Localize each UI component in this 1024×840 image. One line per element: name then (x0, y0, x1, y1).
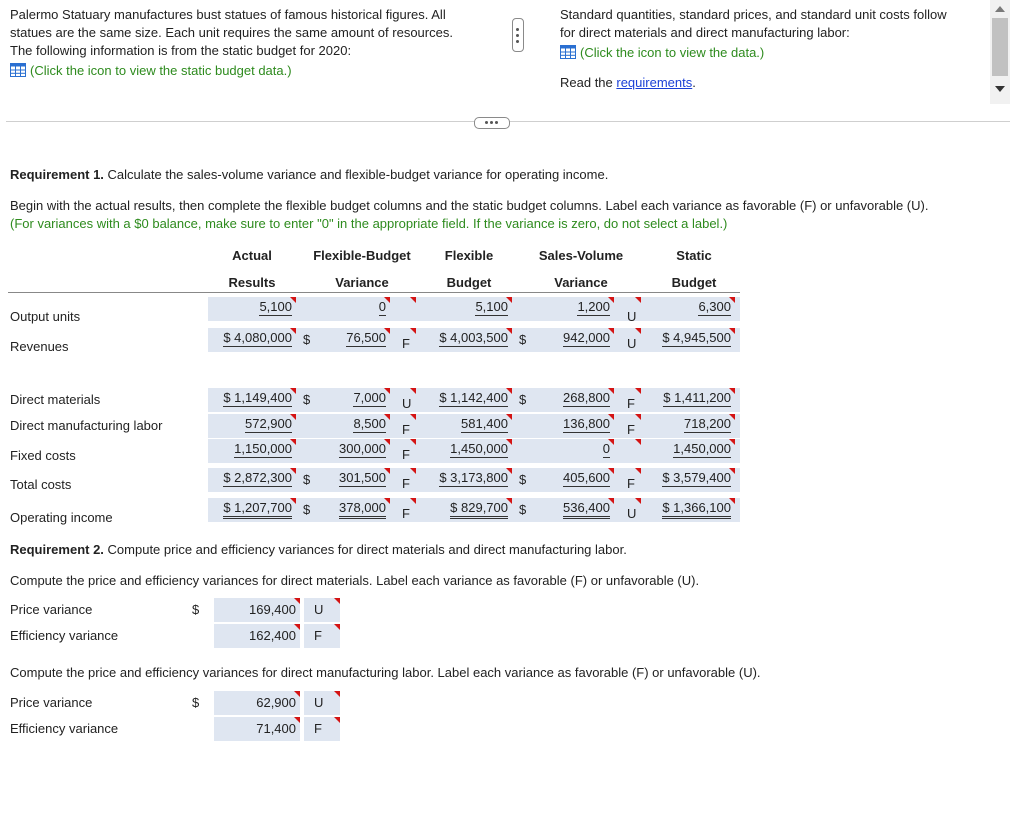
sv-fu-select[interactable] (623, 388, 641, 412)
marker (635, 328, 641, 334)
fu-label: U (627, 506, 637, 521)
req1-title-bold: Requirement 1. (10, 167, 104, 182)
row-label[interactable]: Fixed costs (10, 448, 76, 463)
variance-value: 62,900 (256, 695, 296, 710)
marker (410, 328, 416, 334)
header-sb-2: Budget (671, 275, 717, 290)
fbv-fu-select[interactable] (398, 498, 416, 522)
fb-input[interactable] (430, 297, 512, 319)
fb-input[interactable] (430, 414, 512, 436)
header-actual-2: Results (228, 275, 276, 290)
read-prefix: Read the (560, 75, 617, 90)
marker (410, 297, 416, 303)
cell-value: 405,600 (563, 470, 610, 485)
header-actual-1: Actual (232, 248, 272, 263)
actual-input[interactable] (208, 468, 296, 490)
dollar-sign: $ (192, 602, 200, 617)
fu-select[interactable] (304, 691, 340, 715)
req1-title (10, 167, 608, 182)
marker (410, 388, 416, 394)
fbv-input[interactable] (318, 388, 390, 410)
variance-label: Efficiency variance (10, 628, 119, 643)
header-fbv-2: Variance (335, 275, 389, 290)
actual-input[interactable] (208, 414, 296, 436)
cell-value: $ 4,945,500 (662, 330, 731, 345)
sv-fu-select[interactable] (623, 439, 641, 463)
sv-fu-select[interactable] (623, 468, 641, 492)
fbv-input[interactable] (318, 414, 390, 436)
sv-fu-select[interactable] (623, 498, 641, 522)
dollar-sign: $ (303, 392, 311, 407)
read-suffix: . (692, 75, 696, 90)
req1-instruction-note: (For variances with a $0 balance, make sure to enter "0" in the appropriate field. If the variance is zero, do not select a label.) (10, 216, 728, 231)
fu-label: F (627, 476, 635, 491)
cell-value: 1,450,000 (673, 441, 731, 456)
variance-label: Efficiency variance (10, 721, 119, 736)
fu-label: F (314, 628, 322, 643)
requirements-link[interactable]: requirements (616, 75, 693, 90)
cell-value: 572,900 (245, 416, 292, 431)
cell-value: $ 1,207,700 (223, 500, 292, 519)
cell-value: $ 1,366,100 (662, 500, 731, 519)
dollar-sign: $ (519, 502, 527, 517)
intro-right (560, 6, 947, 92)
scrollbar[interactable] (990, 0, 1010, 104)
dollar-sign: $ (519, 332, 527, 347)
cell-value: 0 (378, 299, 386, 314)
cell-value: $ 1,411,200 (663, 390, 731, 405)
variance-value: 162,400 (249, 628, 296, 643)
fu-select[interactable] (304, 598, 340, 622)
intro-text-line-3: The following information is from the static budget for 2020: (10, 43, 352, 58)
fu-label: U (402, 396, 412, 411)
req1-title-text: Calculate the sales-volume variance and flexible-budget variance for operating income. (103, 167, 609, 182)
dollar-sign: $ (303, 332, 311, 347)
fu-label: F (402, 447, 410, 462)
marker (635, 498, 641, 504)
cell-value: $ 1,149,400 (223, 390, 292, 405)
cell-value: 268,800 (563, 390, 610, 405)
cell-value: $ 829,700 (450, 500, 508, 519)
marker (635, 414, 641, 420)
fu-select[interactable] (304, 624, 340, 648)
req1-instruction: Begin with the actual results, then complete the flexible budget columns and the static budget columns. Label each variance as favorable (F) or unfavorable (U). (10, 198, 929, 213)
variance-value: 169,400 (249, 602, 296, 617)
fbv-fu-select[interactable] (398, 414, 416, 438)
header-fbv-1: Flexible-Budget (313, 248, 411, 263)
sv-input[interactable] (548, 388, 614, 410)
cell-value: 1,450,000 (450, 441, 508, 456)
actual-input[interactable] (208, 498, 296, 520)
cell-value: 5,100 (475, 299, 508, 314)
actual-input[interactable] (208, 439, 296, 461)
fu-label: F (627, 422, 635, 437)
scroll-down-icon[interactable] (995, 86, 1005, 92)
header-fb-1: Flexible (444, 248, 494, 263)
marker (635, 439, 641, 445)
variance-input[interactable] (214, 691, 300, 715)
marker (410, 468, 416, 474)
sv-input[interactable] (548, 414, 614, 436)
variance-input[interactable] (214, 624, 300, 648)
dl-instruction: Compute the price and efficiency variances for direct manufacturing labor. Label each variance as favorable (F) or unfavorable (U). (10, 665, 761, 680)
sb-input[interactable] (653, 414, 735, 436)
read-requirements (560, 74, 947, 92)
cell-value: 1,200 (577, 299, 610, 314)
cell-value: 5,100 (259, 299, 292, 314)
sv-input[interactable] (548, 439, 614, 461)
variance-value: 71,400 (256, 721, 296, 736)
horizontal-splitter-handle[interactable] (474, 117, 510, 129)
sv-fu-select[interactable] (623, 328, 641, 352)
row-label[interactable]: Output units (10, 309, 81, 324)
dollar-sign: $ (192, 695, 200, 710)
req2-title-bold: Requirement 2. (10, 542, 104, 557)
fbv-fu-select[interactable] (398, 439, 416, 463)
intro-text-line-2: statues are the same size. Each unit requires the same amount of resources. (10, 25, 453, 40)
dm-instruction: Compute the price and efficiency variances for direct materials. Label each variance as favorable (F) or unfavorable (U). (10, 573, 700, 588)
fu-label: F (627, 396, 635, 411)
cell-value: 0 (602, 441, 610, 456)
fu-label: U (627, 309, 637, 324)
vertical-splitter-handle[interactable] (512, 18, 524, 52)
standards-data-link[interactable] (560, 44, 947, 62)
cell-value: 300,000 (339, 441, 386, 456)
intro-right-line-1: Standard quantities, standard prices, and standard unit costs follow (560, 7, 947, 22)
marker (635, 297, 641, 303)
sb-input[interactable] (653, 498, 735, 520)
fu-label: F (402, 506, 410, 521)
variance-label: Price variance (10, 602, 93, 617)
fbv-fu-select[interactable] (398, 468, 416, 492)
marker (635, 468, 641, 474)
header-fb-2: Budget (446, 275, 492, 290)
intro-right-line-2: for direct materials and direct manufacturing labor: (560, 25, 850, 40)
cell-value: 378,000 (339, 500, 386, 519)
cell-value: 76,500 (346, 330, 386, 345)
intro-left (10, 6, 453, 80)
actual-input[interactable] (208, 388, 296, 410)
variance-input[interactable] (214, 598, 300, 622)
cell-value: $ 4,080,000 (223, 330, 292, 345)
req2-title-text: Compute price and efficiency variances for direct materials and direct manufacturing labor. (103, 542, 627, 557)
table-icon[interactable] (10, 63, 26, 77)
fbv-input[interactable] (318, 498, 390, 520)
sb-input[interactable] (653, 328, 735, 350)
fbv-input[interactable] (318, 468, 390, 490)
fb-input[interactable] (430, 498, 512, 520)
dollar-sign: $ (303, 472, 311, 487)
actual-input[interactable] (208, 297, 296, 319)
cell-value: 8,500 (353, 416, 386, 431)
req2-title (10, 542, 627, 557)
marker (635, 388, 641, 394)
cell-value: $ 1,142,400 (439, 390, 508, 405)
cell-value: 536,400 (563, 500, 610, 519)
fb-input[interactable] (430, 468, 512, 490)
scroll-thumb[interactable] (992, 18, 1008, 76)
cell-value: 1,150,000 (234, 441, 292, 456)
sv-input[interactable] (548, 468, 614, 490)
scroll-up-icon[interactable] (995, 6, 1005, 12)
sb-input[interactable] (653, 439, 735, 461)
intro-text-line-1: Palermo Statuary manufactures bust statues of famous historical figures. All (10, 7, 446, 22)
variance-input[interactable] (214, 717, 300, 741)
sv-input[interactable] (548, 297, 614, 319)
req1-instructions (10, 197, 928, 233)
cell-value: 136,800 (563, 416, 610, 431)
cell-value: 6,300 (698, 299, 731, 314)
dollar-sign: $ (519, 472, 527, 487)
fbv-input[interactable] (318, 439, 390, 461)
fbv-fu-select[interactable] (398, 297, 416, 321)
static-budget-link-text[interactable]: (Click the icon to view the static budget data.) (30, 63, 292, 78)
fb-input[interactable] (430, 328, 512, 350)
fbv-input[interactable] (318, 297, 390, 319)
header-sb-1: Static (676, 248, 712, 263)
fu-label: F (314, 721, 322, 736)
cell-value: 718,200 (684, 416, 731, 431)
dollar-sign: $ (303, 502, 311, 517)
cell-value: $ 2,872,300 (223, 470, 292, 485)
cell-value: 301,500 (339, 470, 386, 485)
sb-input[interactable] (653, 297, 735, 319)
marker (410, 439, 416, 445)
variance-label: Price variance (10, 695, 93, 710)
row-label[interactable]: Total costs (10, 477, 72, 492)
sb-input[interactable] (653, 388, 735, 410)
fu-label: F (402, 336, 410, 351)
fbv-fu-select[interactable] (398, 388, 416, 412)
header-sv-1: Sales-Volume (538, 248, 624, 263)
static-budget-data-link[interactable] (10, 62, 453, 80)
sv-input[interactable] (548, 498, 614, 520)
sv-fu-select[interactable] (623, 297, 641, 324)
dollar-sign: $ (519, 392, 527, 407)
fu-label: F (402, 422, 410, 437)
fbv-input[interactable] (318, 328, 390, 350)
row-label[interactable]: Operating income (10, 510, 113, 525)
fu-select[interactable] (304, 717, 340, 741)
header-sv-2: Variance (554, 275, 608, 290)
fb-input[interactable] (430, 388, 512, 410)
actual-input[interactable] (208, 328, 296, 350)
fu-label: U (314, 602, 324, 617)
fu-label: F (402, 476, 410, 491)
fbv-fu-select[interactable] (398, 328, 416, 352)
cell-value: 942,000 (563, 330, 610, 345)
sv-input[interactable] (548, 328, 614, 350)
row-label[interactable]: Revenues (10, 339, 69, 354)
standards-link-text[interactable]: (Click the icon to view the data.) (580, 45, 765, 60)
cell-value: $ 3,579,400 (662, 470, 731, 485)
fb-input[interactable] (430, 439, 512, 461)
row-label[interactable]: Direct manufacturing labor (10, 418, 163, 433)
cell-value: $ 4,003,500 (439, 330, 508, 345)
fu-label: U (627, 336, 637, 351)
header-rule (8, 292, 740, 293)
sb-input[interactable] (653, 468, 735, 490)
table-icon[interactable] (560, 45, 576, 59)
marker (410, 414, 416, 420)
fu-label: U (314, 695, 324, 710)
row-label[interactable]: Direct materials (10, 392, 101, 407)
sv-fu-select[interactable] (623, 414, 641, 438)
cell-value: 581,400 (461, 416, 508, 431)
cell-value: 7,000 (353, 390, 386, 405)
cell-value: $ 3,173,800 (439, 470, 508, 485)
marker (410, 498, 416, 504)
